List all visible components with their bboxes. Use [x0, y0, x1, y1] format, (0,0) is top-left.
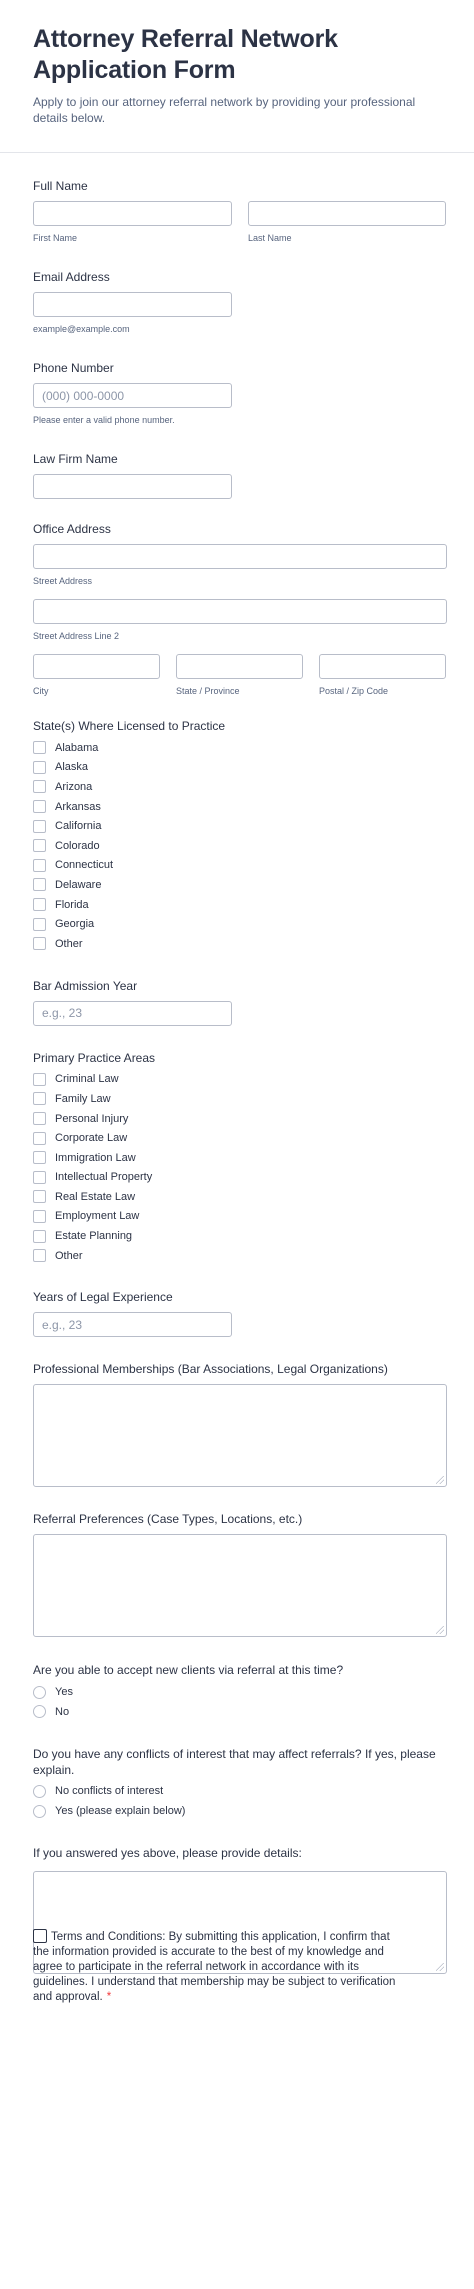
checkbox[interactable] — [33, 1151, 46, 1164]
resize-handle[interactable] — [436, 1476, 444, 1484]
bar-admission-year-field — [33, 978, 441, 1026]
experience-field — [33, 1289, 441, 1337]
practice-option-label: Corporate Law — [55, 1132, 128, 1145]
checkbox[interactable] — [33, 859, 46, 872]
law-firm-input[interactable] — [33, 474, 232, 499]
state-option[interactable] — [33, 816, 441, 836]
practice-option-label: Other — [55, 1249, 83, 1262]
checkbox[interactable] — [33, 741, 46, 754]
checkbox[interactable] — [33, 839, 46, 852]
email-label: Email Address — [33, 270, 110, 284]
practice-option[interactable] — [33, 1187, 441, 1207]
resize-handle[interactable] — [436, 1963, 444, 1971]
licensed-states-label: State(s) Where Licensed to Practice — [33, 719, 226, 733]
checkbox[interactable] — [33, 918, 46, 931]
state-option[interactable] — [33, 895, 441, 915]
phone-label: Phone Number — [33, 361, 114, 375]
office-address-label: Office Address — [33, 522, 111, 536]
radio-label: No — [55, 1705, 70, 1718]
state-option[interactable] — [33, 758, 441, 778]
practice-areas-label: Primary Practice Areas — [33, 1050, 156, 1065]
postal-code-input[interactable] — [319, 654, 446, 679]
conflicts-field — [33, 1746, 441, 1821]
state-option-label: Arkansas — [55, 800, 101, 813]
radio[interactable] — [33, 1785, 46, 1798]
experience-input[interactable] — [33, 1312, 232, 1337]
terms-checkbox[interactable] — [33, 1929, 47, 1943]
referral-preferences-label: Referral Preferences (Case Types, Locations, etc.) — [33, 1512, 303, 1527]
state-option[interactable] — [33, 738, 441, 758]
radio-label: No conflicts of interest — [55, 1785, 164, 1798]
form-subtitle: Apply to join our attorney referral network by providing your professional details below. — [33, 95, 416, 125]
accept-clients-option-yes[interactable] — [33, 1682, 441, 1702]
first-name-sublabel: First Name — [33, 233, 78, 243]
first-name-input[interactable] — [33, 201, 232, 226]
state-option-label: Florida — [55, 898, 89, 911]
city-input[interactable] — [33, 654, 160, 679]
practice-option-label: Employment Law — [55, 1210, 140, 1223]
practice-option-label: Estate Planning — [55, 1230, 133, 1243]
memberships-label: Professional Memberships (Bar Associations, Legal Organizations) — [33, 1362, 388, 1377]
checkbox[interactable] — [33, 1230, 46, 1243]
accept-clients-label: Are you able to accept new clients via referral at this time? — [33, 1663, 344, 1678]
phone-field — [33, 360, 441, 426]
radio[interactable] — [33, 1686, 46, 1699]
state-province-input[interactable] — [176, 654, 303, 679]
state-option[interactable] — [33, 934, 441, 954]
full-name-label: Full Name — [33, 179, 88, 193]
checkbox[interactable] — [33, 1190, 46, 1203]
last-name-sublabel: Last Name — [248, 233, 292, 243]
accept-clients-option-no[interactable] — [33, 1702, 441, 1722]
resize-handle[interactable] — [436, 1626, 444, 1634]
accept-clients-options — [33, 1682, 441, 1721]
conflicts-option-none[interactable] — [33, 1782, 441, 1802]
checkbox[interactable] — [33, 820, 46, 833]
checkbox[interactable] — [33, 1092, 46, 1105]
memberships-textarea[interactable] — [33, 1384, 447, 1487]
checkbox[interactable] — [33, 800, 46, 813]
practice-option[interactable] — [33, 1168, 441, 1188]
state-option-label: California — [55, 820, 102, 833]
practice-option[interactable] — [33, 1089, 441, 1109]
practice-option[interactable] — [33, 1070, 441, 1090]
city-sublabel: City — [33, 686, 49, 696]
practice-areas-field — [33, 1050, 441, 1266]
state-option-label: Colorado — [55, 839, 100, 852]
state-option-label: Connecticut — [55, 859, 114, 872]
practice-option-label: Family Law — [55, 1092, 111, 1105]
checkbox[interactable] — [33, 1132, 46, 1145]
checkbox[interactable] — [33, 761, 46, 774]
state-option[interactable] — [33, 836, 441, 856]
checkbox[interactable] — [33, 1249, 46, 1262]
conflict-details-label: If you answered yes above, please provide details: — [33, 1845, 302, 1860]
practice-option-label: Personal Injury — [55, 1112, 129, 1125]
radio-label: Yes (please explain below) — [55, 1805, 186, 1818]
state-option[interactable] — [33, 777, 441, 797]
checkbox[interactable] — [33, 937, 46, 950]
practice-option[interactable] — [33, 1128, 441, 1148]
state-option[interactable] — [33, 856, 441, 876]
law-firm-label: Law Firm Name — [33, 452, 118, 466]
state-option-label: Alabama — [55, 741, 99, 754]
practice-option[interactable] — [33, 1226, 441, 1246]
radio-label: Yes — [55, 1686, 73, 1699]
phone-sublabel: Please enter a valid phone number. — [33, 415, 175, 425]
email-input[interactable] — [33, 292, 232, 317]
terms-text: Terms and Conditions: By submitting this application, I confirm that the information provided is accurate to the best of my knowledge and agree to participate in the referral network in accordance with its guidelines. I understand that membership may be subject to verification and approval. — [33, 1931, 396, 2003]
checkbox[interactable] — [33, 878, 46, 891]
checkbox[interactable] — [33, 898, 46, 911]
memberships-field — [33, 1361, 441, 1487]
accept-clients-field — [33, 1662, 441, 1721]
practice-areas-options — [33, 1070, 441, 1266]
state-province-sublabel: State / Province — [176, 686, 240, 696]
office-address-field — [33, 521, 441, 697]
checkbox[interactable] — [33, 1171, 46, 1184]
postal-code-sublabel: Postal / Zip Code — [319, 686, 389, 696]
street-address-input[interactable] — [33, 544, 447, 569]
application-form — [0, 178, 474, 1974]
state-option-label: Arizona — [55, 780, 93, 793]
practice-option-label: Immigration Law — [55, 1151, 136, 1164]
state-option-label: Delaware — [55, 878, 102, 891]
checkbox[interactable] — [33, 1073, 46, 1086]
state-option-label: Alaska — [55, 761, 89, 774]
street-address-sublabel: Street Address — [33, 576, 93, 586]
radio[interactable] — [33, 1705, 46, 1718]
street-address-line2-input[interactable] — [33, 599, 447, 624]
last-name-input[interactable] — [248, 201, 446, 226]
bar-admission-year-input[interactable] — [33, 1001, 232, 1026]
phone-input[interactable] — [33, 383, 232, 408]
required-mark: * — [106, 1991, 112, 2003]
radio[interactable] — [33, 1805, 46, 1818]
referral-preferences-field — [33, 1511, 441, 1637]
full-name-field — [33, 178, 441, 244]
practice-option[interactable] — [33, 1207, 441, 1227]
licensed-states-field — [33, 718, 441, 954]
email-field — [33, 269, 441, 335]
bar-admission-year-label: Bar Admission Year — [33, 978, 138, 993]
conflicts-option-yes[interactable] — [33, 1801, 441, 1821]
state-option[interactable] — [33, 914, 441, 934]
email-sublabel: example@example.com — [33, 324, 130, 334]
state-option-label: Georgia — [55, 918, 95, 931]
practice-option[interactable] — [33, 1109, 441, 1129]
practice-option-label: Real Estate Law — [55, 1190, 136, 1203]
law-firm-field — [33, 451, 441, 499]
checkbox[interactable] — [33, 1210, 46, 1223]
practice-option-label: Intellectual Property — [55, 1171, 153, 1184]
state-option[interactable] — [33, 797, 441, 817]
practice-option[interactable] — [33, 1148, 441, 1168]
state-option[interactable] — [33, 875, 441, 895]
checkbox[interactable] — [33, 1112, 46, 1125]
state-option-label: Other — [55, 937, 83, 950]
experience-label: Years of Legal Experience — [33, 1290, 173, 1305]
conflicts-label: Do you have any conflicts of interest that may affect referrals? If yes, please explain. — [33, 1746, 436, 1777]
referral-preferences-textarea[interactable] — [33, 1534, 447, 1637]
terms-field — [33, 1929, 403, 2005]
form-header — [0, 0, 474, 153]
street-address-line2-sublabel: Street Address Line 2 — [33, 631, 120, 641]
licensed-states-options — [33, 738, 441, 954]
form-title: Attorney Referral Network Application Form — [33, 25, 338, 84]
checkbox[interactable] — [33, 780, 46, 793]
practice-option-label: Criminal Law — [55, 1073, 119, 1086]
conflicts-options — [33, 1782, 441, 1821]
practice-option[interactable] — [33, 1246, 441, 1266]
